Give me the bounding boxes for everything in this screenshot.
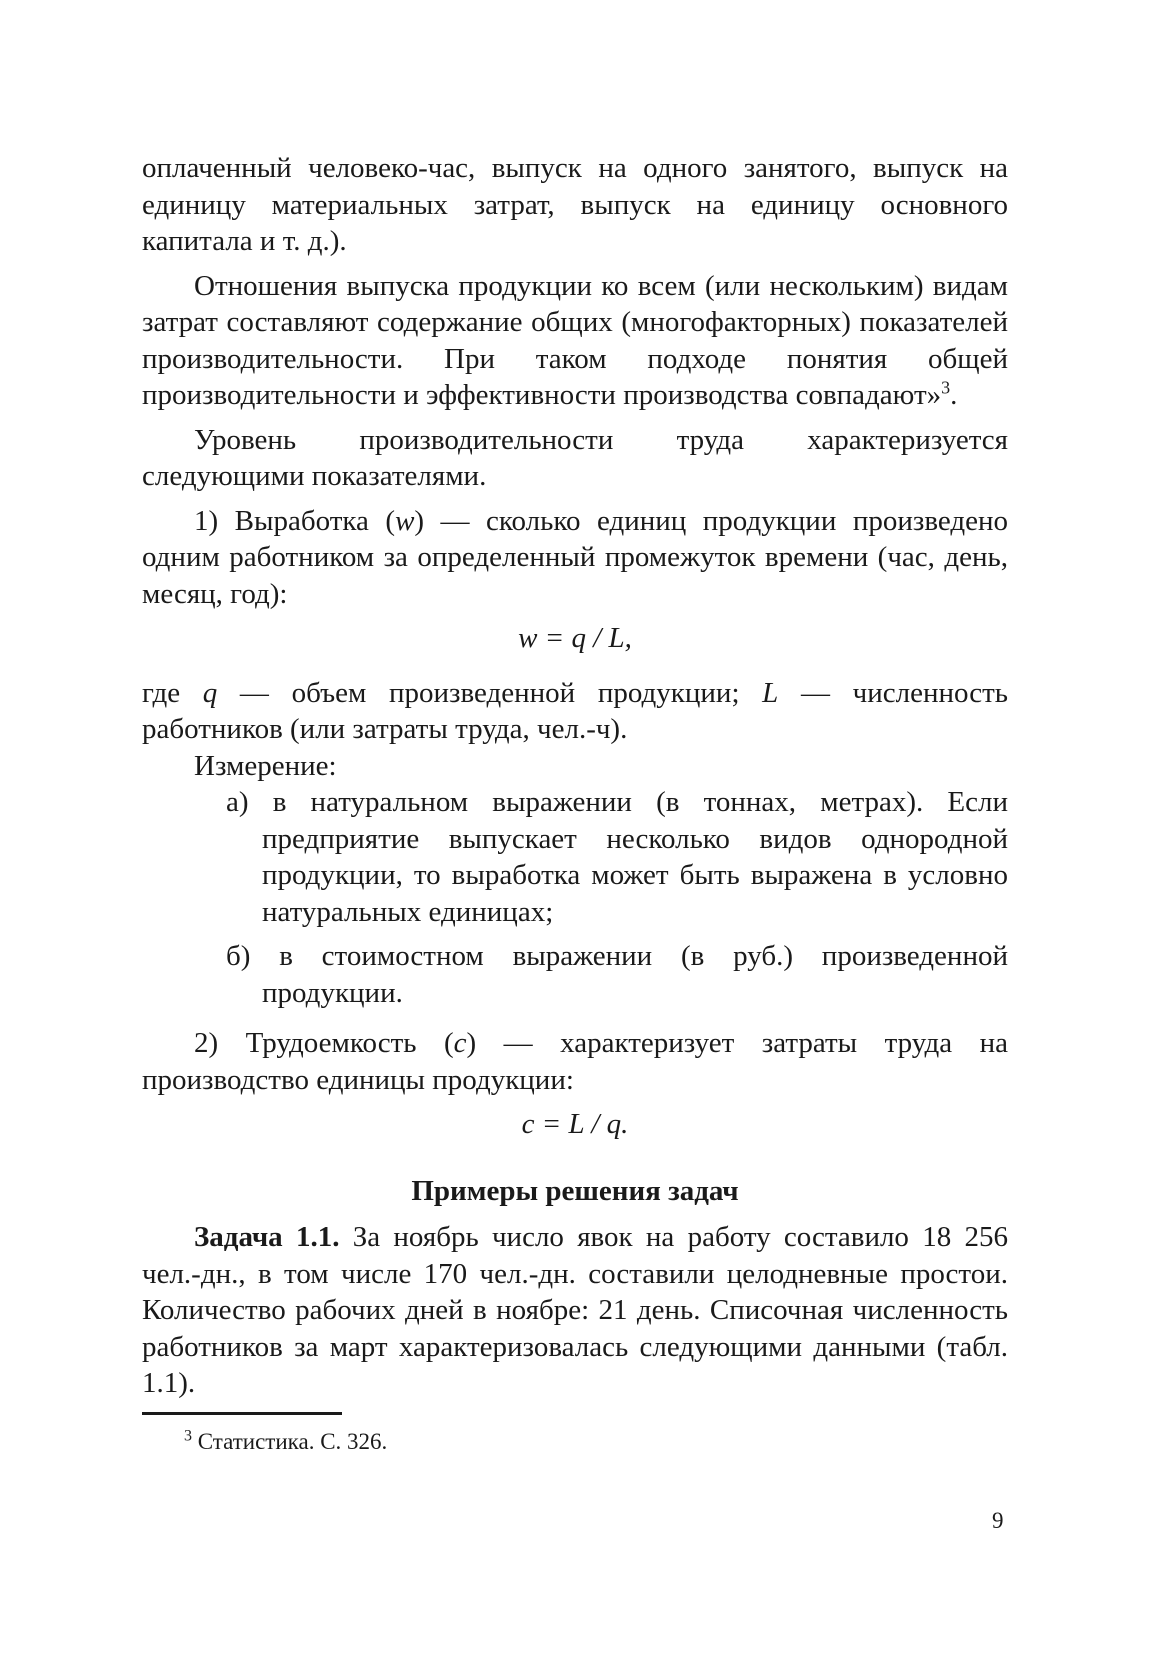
footnote-reference[interactable]: 3 <box>941 377 951 398</box>
paragraph-text: Отношения выпуска продукции ко всем (или нескольким) видам затрат составляют содержание общих (многофакторных) показателей производительности. При таком подходе понятия общей производительности и эффективности производства совпадают» <box>142 269 1008 411</box>
text: — численность работников (или затраты труда, чел.-ч). <box>142 676 1008 745</box>
list-item-output <box>142 503 1008 613</box>
task-text: За ноябрь число явок на работу составило 18 256 чел.-дн., в том числе 170 чел.-дн. составили целодневные простои. Количество рабочих дней в ноябре: 21 день. Списочная численность работников за март характеризовалась следующими данными (табл. 1.1). <box>142 1221 1008 1399</box>
paragraph <box>142 268 1008 414</box>
item-lead: 1) Выработка ( <box>194 504 396 537</box>
page-body <box>142 150 1008 1402</box>
variable-q: q <box>202 676 218 709</box>
paragraph: Уровень производительности труда характеризуется следующими показателями. <box>142 423 1008 492</box>
footnote-divider <box>142 1412 342 1415</box>
paragraph: оплаченный человеко-час, выпуск на одного занятого, выпуск на единицу материальных затрат, выпуск на единицу основного капитала и т. д.). <box>142 152 1008 257</box>
page-number: 9 <box>992 1508 1004 1533</box>
measurement-item-b: б) в стоимостном выражении (в руб.) произведенной продукции. <box>226 940 1008 1009</box>
list-item-labor-intensity <box>142 1025 1008 1098</box>
footnote <box>184 1428 387 1456</box>
task-label: Задача 1.1. <box>194 1221 340 1253</box>
task-paragraph <box>142 1219 1008 1402</box>
text: где <box>142 676 203 709</box>
item-text: ) — характеризует затраты труда на производство единицы продукции: <box>142 1027 1008 1096</box>
variable-w: w <box>395 504 415 537</box>
section-heading: Примеры решения задач <box>411 1174 739 1207</box>
measurement-item-a: а) в натуральном выражении (в тоннах, метрах). Если предприятие выпускает несколько видов однородной продукции, то выработка может быть выражена в условно натуральных единицах; <box>226 786 1008 928</box>
variable-c: c <box>453 1027 467 1059</box>
paragraph-text-end: . <box>950 379 958 411</box>
footnote-text: Статистика. С. 326. <box>192 1429 388 1454</box>
footnote-mark: 3 <box>184 1427 192 1445</box>
variable-L: L <box>762 676 779 709</box>
measurement-label: Измерение: <box>194 749 337 782</box>
item-text: ) — сколько единиц продукции произведено одним работником за определенный промежуток времени (час, день, месяц, год): <box>142 504 1008 610</box>
item-lead: 2) Трудоемкость ( <box>194 1027 454 1059</box>
text: — объем произведенной продукции; <box>217 676 763 709</box>
formula-labor-intensity: c = L / q. <box>521 1108 629 1140</box>
formula-explanation <box>142 675 1008 748</box>
formula-output: w = q / L, <box>518 622 632 654</box>
